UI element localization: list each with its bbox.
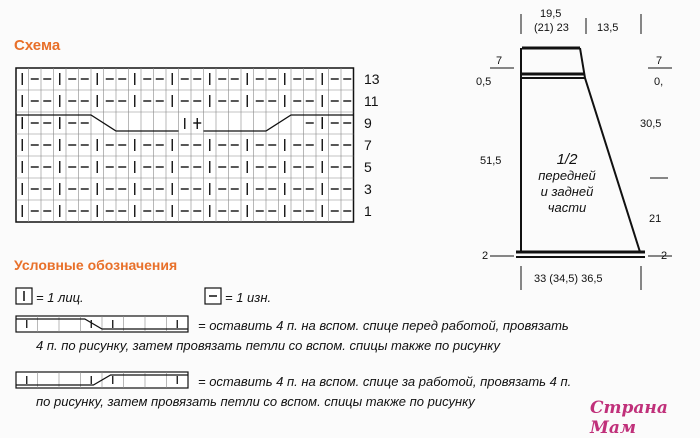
center-label-line-4: части [547, 200, 587, 215]
watermark-logo: Страна Мам [590, 398, 668, 438]
row-number: 7 [364, 137, 372, 153]
legend-cable-front-line1: = оставить 4 п. на вспом. спице перед работой, провязать [198, 318, 569, 333]
legend-title: Условные обозначения [14, 257, 178, 273]
right-side-line [580, 48, 640, 252]
scheme-title: Схема [14, 37, 61, 54]
left-height-measure: 51,5 [480, 155, 502, 167]
pattern-center-label [524, 152, 610, 216]
legend-cable-back-line2: по рисунку, затем провязать петли со вспом. спицы также по рисунку [36, 394, 475, 409]
right-neck-measure: 0, [654, 76, 664, 88]
right-upper-measure: 30,5 [640, 118, 662, 130]
top-width-left: 19,5 [540, 8, 562, 20]
row-number: 5 [364, 159, 372, 175]
chart-grid [16, 68, 354, 222]
right-top-measure: 7 [656, 55, 663, 67]
right-lower-measure: 21 [649, 213, 662, 225]
left-top-measure: 7 [496, 55, 503, 67]
right-bottom-measure: 2 [661, 250, 668, 262]
row-number: 3 [364, 181, 372, 197]
row-number: 11 [364, 93, 379, 109]
row-number: 1 [364, 203, 372, 219]
left-bottom-measure: 2 [482, 250, 489, 262]
legend-knit-text: = 1 лиц. [36, 290, 84, 305]
top-width-right: 13,5 [597, 22, 619, 34]
row-number: 9 [364, 115, 372, 131]
legend-cable-front-line2: 4 п. по рисунку, затем провязать петли со вспом. спицы также по рисунку [36, 338, 500, 353]
legend-purl-text: = 1 изн. [225, 290, 272, 305]
left-neck-measure: 0,5 [476, 76, 492, 88]
bottom-width-measure: 33 (34,5) 36,5 [534, 273, 603, 285]
center-label-line-2: передней [538, 168, 596, 183]
center-label-line-3: и задней [540, 184, 594, 199]
center-label-line-1: 1/2 [556, 151, 578, 168]
top-width-left-sub: (21) 23 [534, 22, 569, 34]
legend-cable-back-line1: = оставить 4 п. на вспом. спице за работой, провязать 4 п. [198, 374, 572, 389]
row-number: 13 [364, 71, 380, 87]
